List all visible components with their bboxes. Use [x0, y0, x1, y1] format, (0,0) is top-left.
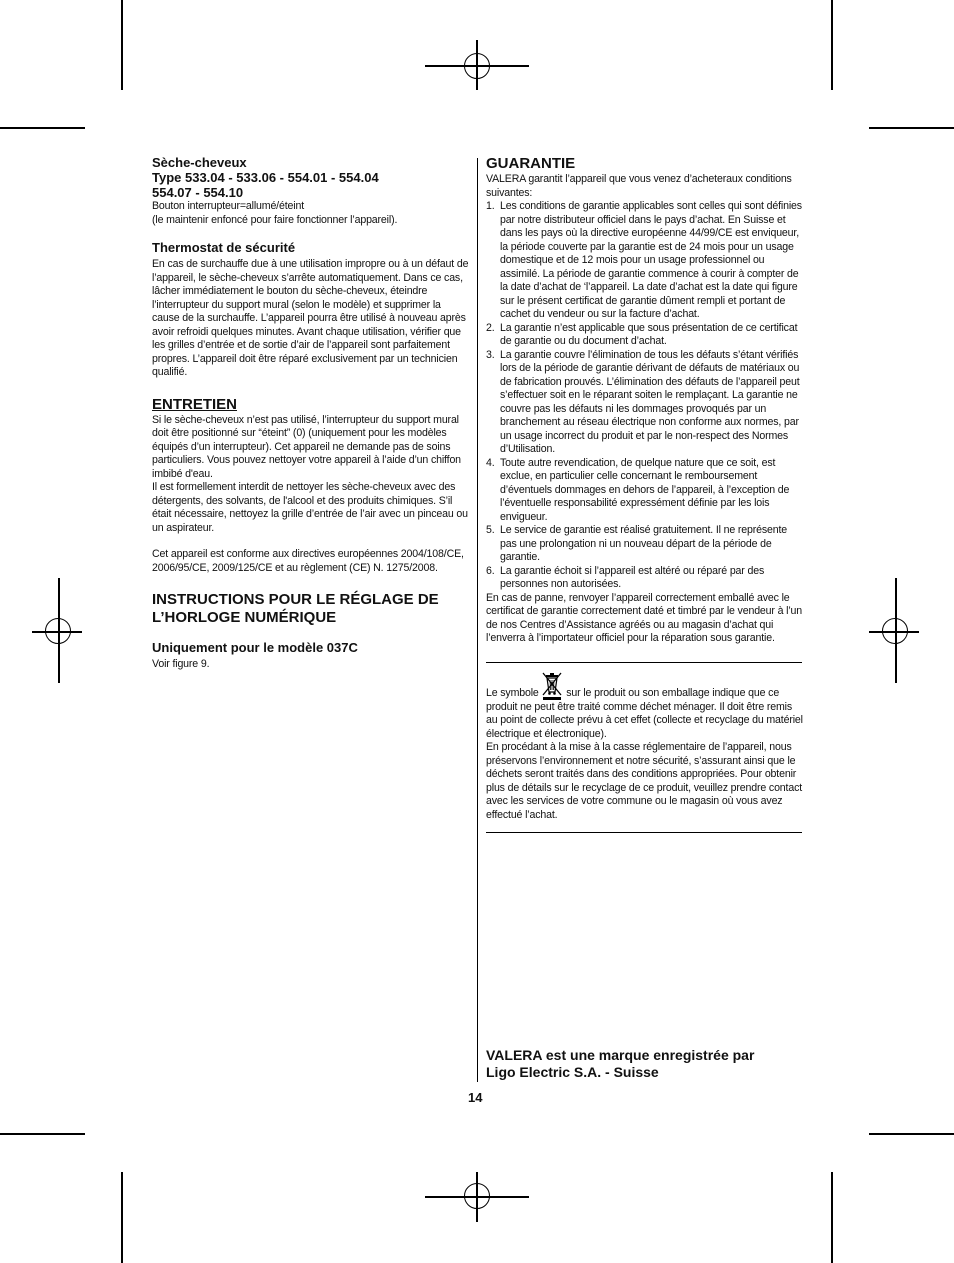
weee-paragraph-2: En procédant à la mise à la casse réglementaire de l’appareil, nous préservons l’environnement et notre sécurité, s’assurant ainsi que le déchets seront traités dans des conditions appropriées. Pour obtenir plus de détails sur le recyclage de ce produit, veuillez prendre contact avec les services de votre commune ou le magasin où vous avez effectué l’achat. — [486, 741, 803, 821]
crop-mark — [121, 1172, 123, 1263]
brand-line1: VALERA est une marque enregistrée par — [486, 1047, 755, 1063]
brand-notice — [486, 1047, 806, 1081]
crop-mark — [831, 1172, 833, 1263]
list-item: 1. Les conditions de garantie applicables sont celles qui sont définies par notre distributeur officiel dans le pays d’achat. En Suisse et dans les pays où la directive européenne 44/99/CE est enviqueur, la période couverte par la garantie est de 24 mois pour un usage domestique et de 12 mois pour un usage professionnel ou assimilé. La période de garantie commence à courir à compter de la date d’achat de ‘l’appareil. La date d’achat est la date qui figure sur le présent certificat de garantie dûment rempli et portant de cachet du vendeur ou sur la facture d’achat. — [486, 200, 802, 320]
brand-line2: Ligo Electric S.A. - Suisse — [486, 1064, 659, 1080]
list-item: 2. La garantie n’est applicable que sous présentation de ce certificat de garantie ou du document d’achat. — [486, 321, 798, 347]
list-item: 5. Le service de garantie est réalisé gratuitement. Il ne représente pas une prolongation ni un nouveau départ de la période de garantie. — [486, 524, 788, 563]
crop-mark — [0, 1133, 85, 1135]
entretien-paragraph-2: Il est formellement interdit de nettoyer les sèche-cheveux avec des détergents, des solvants, de l'alcool et des produits chimiques. S’il était nécessaire, nettoyez la grille d’entrée de l’air avec un pinceau ou un aspirateur. — [152, 481, 468, 534]
switch-note-line2: (le maintenir enfoncé pour faire fonctionner l’appareil). — [152, 213, 398, 226]
divider-line — [486, 832, 802, 833]
switch-note-line1: Bouton interrupteur=allumé/éteint — [152, 200, 304, 212]
crop-mark — [0, 127, 85, 129]
entretien-heading: ENTRETIEN — [152, 395, 238, 413]
column-divider — [477, 158, 478, 1082]
list-item: 3. La garantie couvre l’élimination de tous les défauts s’étant vérifiés lors de la période de garantie dérivant de défauts de matériaux ou de fabrication prouvés. L’élimination des défauts de l’appareil peut s’effectuer soit en le réparant soiten le remplaçant. La garantie ne couvre pas les défauts ni les dommages provoqués par un branchement au réseau électrique non conforme aux normes, par un usage incorrect du produit et par le non-respect des Normes d’Utilisation. — [486, 348, 800, 455]
model-heading: Uniquement pour le modèle 037C — [152, 640, 358, 655]
weee-paragraph-1 — [486, 671, 804, 742]
guarantee-conditions-list — [486, 200, 804, 592]
crop-mark — [831, 0, 833, 90]
model-text: Voir figure 9. — [152, 658, 210, 670]
weee-prefix: Le symbole — [486, 686, 539, 699]
list-item: 6. La garantie échoit si l’appareil est altéré ou réparé par des personnes non autorisées. — [486, 564, 765, 590]
clock-heading-line2: L’HORLOGE NUMÉRIQUE — [152, 609, 337, 626]
guarantee-intro: VALERA garantit l’appareil que vous venez d’acheteraux conditions suivantes: — [486, 173, 792, 199]
entretien-paragraph-1: Si le sèche-cheveux n’est pas utilisé, l’interrupteur du support mural doit être positionné sur “éteint” (0) (uniquement pour les modèles équipés d’un interrupteur). Cet appareil ne demande pas de soins particuliers. Vous pouvez nettoyer votre appareil à l’aide d’un chiffon imbibé d'eau. — [152, 413, 461, 480]
crossed-bin-icon — [541, 671, 563, 701]
clock-heading — [152, 591, 470, 627]
product-title: Sèche-cheveux — [152, 155, 247, 170]
product-types-line1: Type 533.04 - 533.06 - 554.01 - 554.04 — [152, 170, 379, 185]
conformity-text: Cet appareil est conforme aux directives européennes 2004/108/CE, 2006/95/CE, 2009/125/CE et au règlement (CE) N. 1275/2008. — [152, 548, 464, 574]
crop-mark — [869, 127, 954, 129]
breakdown-text: En cas de panne, renvoyer l’appareil correctement emballé avec le certificat de garantie correctement daté et timbré par le vendeur à l’un de nos Centres d’Assistance agréés ou au magasin d’achat qui l’enverra à l’importateur officiel pour la réparation sous garantie. — [486, 591, 803, 644]
crop-mark — [869, 1133, 954, 1135]
guarantee-heading: GUARANTIE — [486, 155, 576, 172]
crop-mark — [121, 0, 123, 90]
clock-heading-line1: INSTRUCTIONS POUR LE RÉGLAGE DE — [152, 591, 439, 608]
right-column — [486, 155, 804, 833]
divider-line — [486, 662, 802, 663]
product-types-line2: 554.07 - 554.10 — [152, 185, 244, 200]
left-column — [152, 155, 470, 672]
weee-text: sur le produit ou son emballage indique que ce produit ne peut être traité comme déchet ménager. Il doit être remis au point de collecte prévu à cet effet (collecte et recyclage du matériel électrique et électronique). — [486, 686, 803, 740]
list-item: 4. Toute autre revendication, de quelque nature que ce soit, est exclue, en particulier celle concernant le remboursement d’éventuels dommages en dehors de l’appareil, à l’exception de l’éventuelle responsabilité expressément définie par les lois envigueur. — [486, 456, 790, 523]
thermostat-heading: Thermostat de sécurité — [152, 240, 296, 255]
page-number: 14 — [468, 1090, 483, 1105]
thermostat-text: En cas de surchauffe due à une utilisation impropre ou à un défaut de l’appareil, le sèche-cheveux s’arrête automatiquement. Dans ce cas, lâcher immédiatement le bouton du sèche-cheveux, éteindre l’interrupteur du support mural (selon le modèle) et supprimer la cause de la surchauffe. L’appareil pourra être utilisé à nouveau après avoir refroidi quelques minutes. Avant chaque utilisation, vérifier que les grilles d’entrée et de sortie d’air de l’appareil sont parfaitement propres. L’appareil doit être réparé exclusivement par un technicien qualifié. — [152, 258, 469, 378]
